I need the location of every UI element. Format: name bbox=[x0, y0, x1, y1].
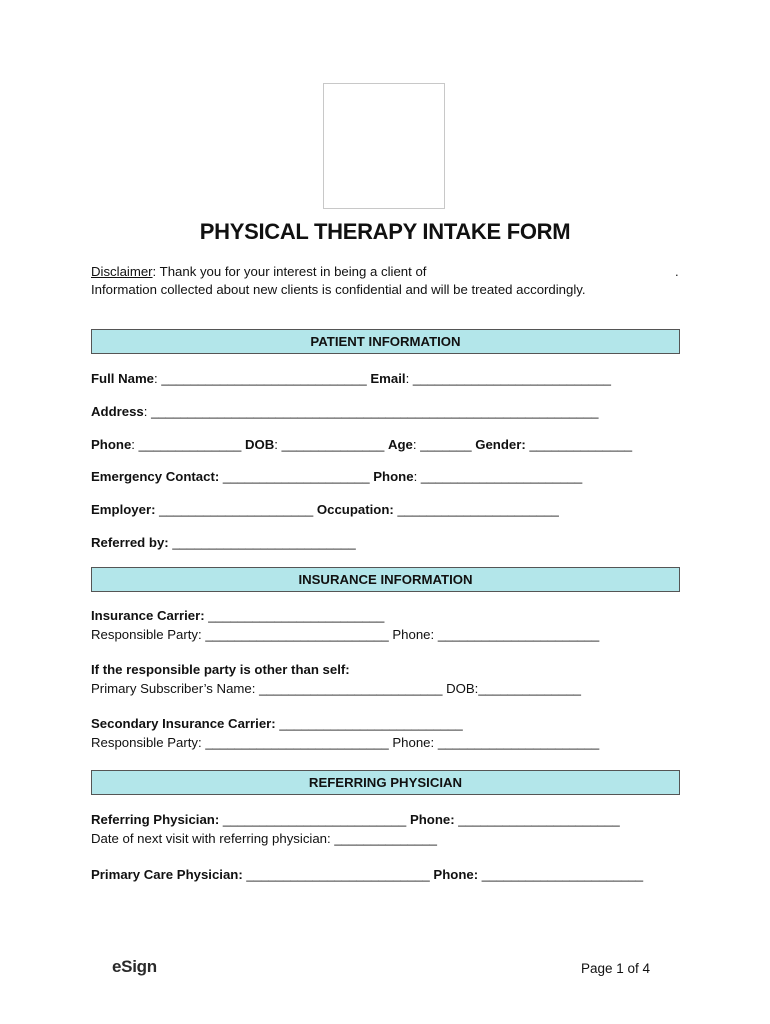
full-name-label: Full Name bbox=[91, 371, 155, 386]
secondary-insurance-row bbox=[91, 716, 463, 731]
other-than-self-heading: If the responsible party is other than self: bbox=[91, 662, 350, 677]
referring-physician-label: Referring Physician: bbox=[91, 812, 220, 827]
gender-label: Gender: bbox=[475, 437, 526, 452]
address-label: Address bbox=[91, 404, 144, 419]
responsible-party-row-2[interactable]: Responsible Party: _________________________ Phone: ______________________ bbox=[91, 735, 600, 750]
logo-placeholder bbox=[323, 83, 445, 209]
insurance-carrier-field[interactable]: ________________________ bbox=[204, 608, 385, 623]
email-label: Email bbox=[370, 371, 406, 386]
employer-field[interactable]: _____________________ bbox=[155, 502, 317, 517]
referred-by-field[interactable]: _________________________ bbox=[168, 535, 356, 550]
referring-phone-label: Phone: bbox=[409, 812, 455, 827]
full-name-field[interactable]: : ____________________________ bbox=[154, 371, 371, 386]
form-title: PHYSICAL THERAPY INTAKE FORM bbox=[199, 219, 571, 244]
referring-phone-field[interactable]: ______________________ bbox=[454, 812, 620, 827]
referred-by-label: Referred by: bbox=[91, 535, 169, 550]
disclaimer-line-2: Information collected about new clients is confidential and will be treated accordingly. bbox=[91, 282, 586, 297]
primary-care-phone-field[interactable]: ______________________ bbox=[478, 867, 644, 882]
occupation-label: Occupation: bbox=[316, 502, 394, 517]
section-header-patient: PATIENT INFORMATION bbox=[91, 329, 680, 354]
insurance-carrier-row bbox=[91, 608, 384, 623]
phone-label: Phone bbox=[91, 437, 132, 452]
disclaimer-line-1 bbox=[91, 264, 426, 279]
age-label: Age bbox=[387, 437, 413, 452]
referring-physician-field[interactable]: _________________________ bbox=[219, 812, 410, 827]
disclaimer-end: . bbox=[675, 264, 679, 279]
primary-care-label: Primary Care Physician: bbox=[91, 867, 243, 882]
next-visit-row[interactable]: Date of next visit with referring physician: ______________ bbox=[91, 831, 438, 846]
employer-occupation-row bbox=[91, 502, 559, 517]
age-field[interactable]: : _______ bbox=[412, 437, 476, 452]
section-header-referring: REFERRING PHYSICIAN bbox=[91, 770, 680, 795]
full-name-email-row bbox=[91, 371, 611, 386]
esign-logo: eSign bbox=[112, 957, 157, 976]
address-row bbox=[91, 404, 599, 419]
emergency-contact-row bbox=[91, 469, 582, 484]
emergency-phone-label: Phone bbox=[373, 469, 414, 484]
referring-physician-row bbox=[91, 812, 620, 827]
dob-label: DOB bbox=[244, 437, 275, 452]
primary-care-field[interactable]: _________________________ bbox=[242, 867, 434, 882]
emergency-contact-label: Emergency Contact: bbox=[91, 469, 220, 484]
phone-dob-age-gender-row bbox=[91, 437, 632, 452]
insurance-carrier-label: Insurance Carrier: bbox=[91, 608, 205, 623]
primary-care-phone-label: Phone: bbox=[433, 867, 479, 882]
responsible-party-row-1[interactable]: Responsible Party: _________________________ Phone: ______________________ bbox=[91, 627, 600, 642]
phone-field[interactable]: : ______________ bbox=[131, 437, 245, 452]
email-field[interactable]: : ___________________________ bbox=[405, 371, 611, 386]
address-field[interactable]: : _____________________________________________________________ bbox=[143, 404, 599, 419]
primary-care-row bbox=[91, 867, 643, 882]
disclaimer-label: Disclaimer bbox=[91, 264, 153, 279]
dob-field[interactable]: : ______________ bbox=[274, 437, 388, 452]
section-header-insurance: INSURANCE INFORMATION bbox=[91, 567, 680, 592]
occupation-field[interactable]: ______________________ bbox=[393, 502, 559, 517]
secondary-insurance-field[interactable]: _________________________ bbox=[275, 716, 463, 731]
emergency-contact-field[interactable]: ____________________ bbox=[219, 469, 374, 484]
page-indicator: Page 1 of 4 bbox=[581, 961, 651, 976]
disclaimer-text: : Thank you for your interest in being a client of bbox=[152, 264, 427, 279]
referred-by-row bbox=[91, 535, 356, 550]
gender-field[interactable]: ______________ bbox=[525, 437, 633, 452]
employer-label: Employer: bbox=[91, 502, 156, 517]
primary-subscriber-row[interactable]: Primary Subscriber’s Name: _________________________ DOB:______________ bbox=[91, 681, 582, 696]
secondary-insurance-label: Secondary Insurance Carrier: bbox=[91, 716, 276, 731]
emergency-phone-field[interactable]: : ______________________ bbox=[413, 469, 583, 484]
